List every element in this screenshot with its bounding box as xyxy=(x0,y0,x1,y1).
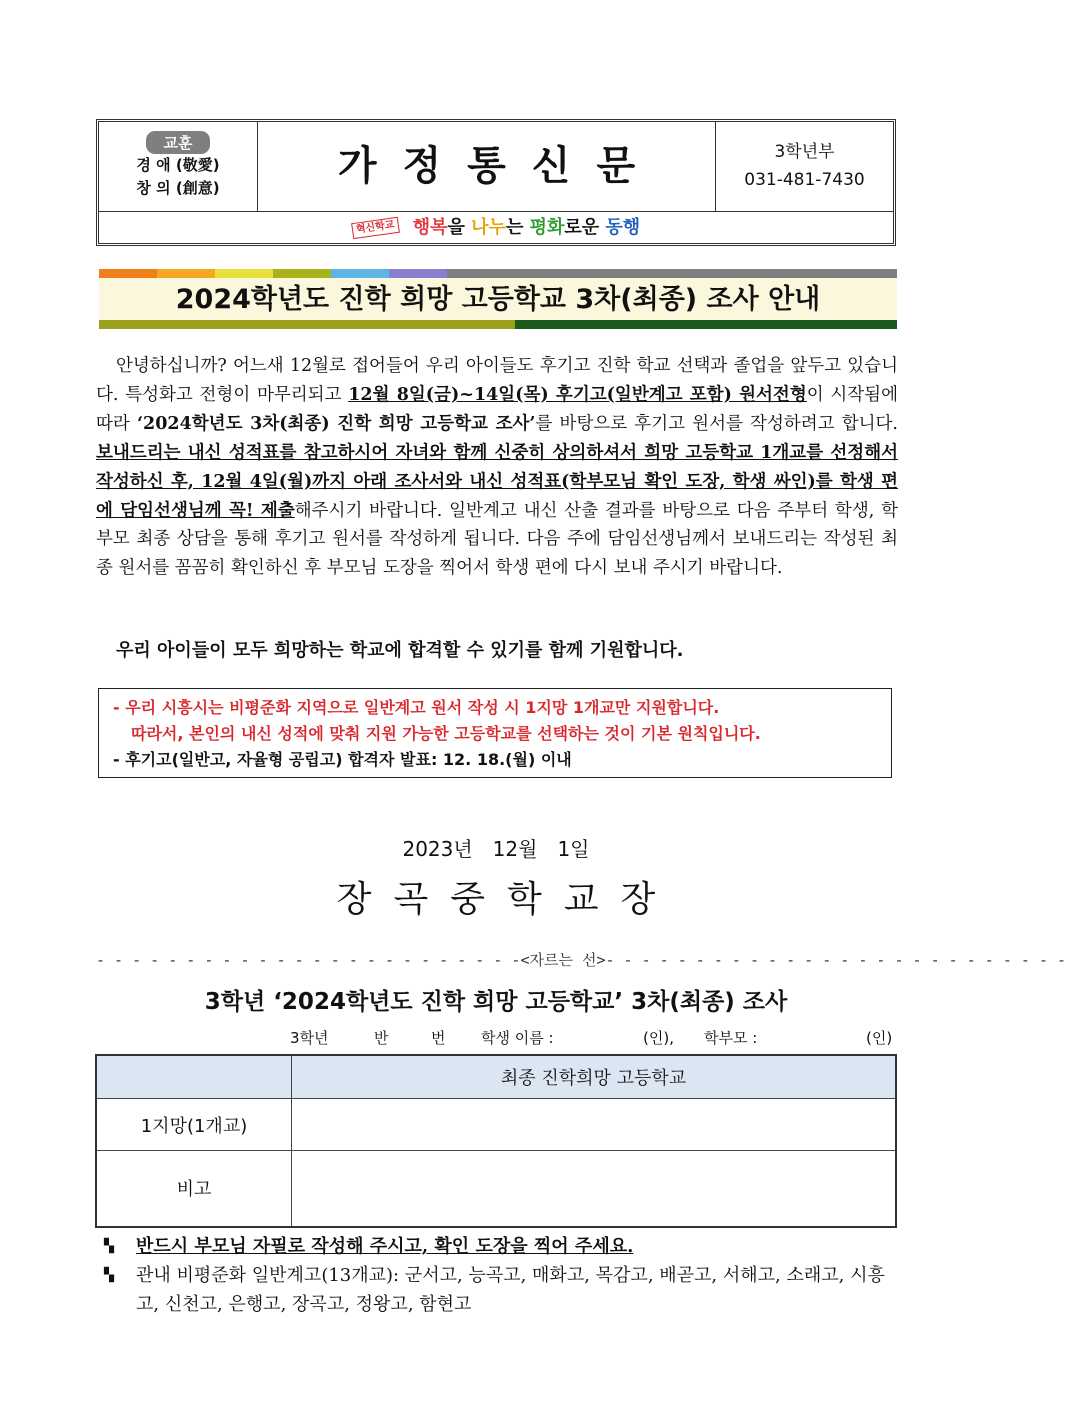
table-row xyxy=(96,1099,896,1151)
school-slogan xyxy=(99,211,893,243)
body-text-3: 이 시작됨에 따라 xyxy=(96,384,898,434)
band-segment xyxy=(447,269,897,278)
phone-number: 031-481-7430 xyxy=(744,170,865,190)
motto-line-1: 경 애 (敬愛) xyxy=(136,156,220,174)
table-header-blank xyxy=(96,1055,292,1099)
remarks-label: 비고 xyxy=(96,1151,292,1227)
first-choice-label: 1지망(1개교) xyxy=(96,1099,292,1151)
issue-date: 2023년 12월 1일 xyxy=(402,837,590,861)
slogan-word-peace: 평화 xyxy=(529,217,565,238)
slogan-word-companion: 동행 xyxy=(605,217,641,238)
body-text-5: 를 바탕으로 후기고 원서를 작성하려고 합니다. xyxy=(535,413,898,434)
slogan-word-share: 나누 xyxy=(471,217,506,238)
newsletter-title: 가정통신문 xyxy=(337,143,662,189)
innovation-school-stamp: 혁신학교 xyxy=(351,217,399,239)
band-segment xyxy=(273,269,331,278)
motto-line-2: 창 의 (創意) xyxy=(136,179,220,197)
table-header-row xyxy=(96,1055,896,1099)
slogan-particle-3: 로운 xyxy=(564,217,606,238)
band-segment xyxy=(99,269,157,278)
note-item xyxy=(104,1261,904,1319)
band-segment xyxy=(157,269,215,278)
survey-title: 3학년 ‘2024학년도 진학 희망 고등학교’ 3차(최종) 조사 xyxy=(204,989,788,1015)
department: 3학년부 xyxy=(774,142,835,162)
notice-line-3: - 후기고(일반고, 자율형 공립고) 합격자 발표: 12. 18.(월) 이내 xyxy=(113,750,572,769)
note-text-2: 관내 비평준화 일반계고(13개교): 군서고, 능곡고, 매화고, 목감고, 배곧고, 서해고, 소래고, 시흥고, 신천고, 은행고, 장곡고, 정왕고, 함현고 xyxy=(136,1265,885,1315)
band-segment xyxy=(389,269,447,278)
body-text-survey-name: ‘2024학년도 3차(최종) 진학 희망 고등학교 조사’ xyxy=(136,413,536,434)
band-segment xyxy=(331,269,389,278)
band-segment xyxy=(215,269,273,278)
newsletter-header xyxy=(96,119,896,246)
note-text-1: 반드시 부모님 자필로 작성해 주시고, 확인 도장을 찍어 주세요. xyxy=(136,1236,634,1257)
notice-box xyxy=(98,688,892,778)
number-label: 번 xyxy=(431,1029,446,1047)
parent-seal-label: (인) xyxy=(866,1029,893,1047)
student-seal-label: (인), xyxy=(643,1029,674,1047)
band-segment xyxy=(99,320,515,329)
note-item xyxy=(104,1232,904,1261)
motto-badge: 교훈 xyxy=(146,131,211,154)
class-label: 반 xyxy=(374,1029,389,1047)
slogan-particle-1: 을 xyxy=(447,217,472,238)
remarks-field[interactable] xyxy=(292,1151,897,1227)
body-paragraph xyxy=(96,352,898,583)
color-band-bottom xyxy=(99,320,897,329)
cut-line: - - - - - - - - - - - - - - - - - - - - - - - -<자르는 선>- - - - - - - - - - - - - - - - - - - - - - - - - - xyxy=(96,951,1066,969)
principal-signature: 장곡중학교장 xyxy=(336,879,678,920)
survey-table xyxy=(95,1054,897,1228)
bullet-icon: ▚ xyxy=(104,1268,114,1283)
student-name-label: 학생 이름 : xyxy=(481,1029,554,1047)
body-text-1: 안녕하십니까? 어느새 12월로 접어들어 우리 아이들도 후기고 진학 학교 선택과 졸업을 앞두고 있습니다. 특성화고 전형이 마무리되고 xyxy=(96,356,898,405)
slogan-word-happiness: 행복 xyxy=(412,217,448,238)
notice-title: 2024학년도 진학 희망 고등학교 3차(최종) 조사 안내 xyxy=(99,278,897,320)
band-segment xyxy=(515,320,897,329)
grade-label: 3학년 xyxy=(290,1029,329,1047)
notice-line-2: 따라서, 본인의 내신 성적에 맞춰 지원 가능한 고등학교를 선택하는 것이 기본 원칙입니다. xyxy=(131,724,761,743)
body-text-application-period: 12월 8일(금)~14일(목) 후기고(일반계고 포함) 원서전형 xyxy=(348,384,807,405)
contact-info xyxy=(715,122,893,211)
color-band-top xyxy=(99,269,897,278)
school-motto xyxy=(99,122,258,211)
closing-wish: 우리 아이들이 모두 희망하는 학교에 합격할 수 있기를 함께 기원합니다. xyxy=(116,640,684,661)
table-row xyxy=(96,1151,896,1227)
first-choice-field[interactable] xyxy=(292,1099,897,1151)
parent-label: 학부모 : xyxy=(704,1029,758,1047)
body-text-7: 해주시기 바랍니다. 일반계고 내신 산출 결과를 바탕으로 다음 주부터 학생, 학부모 최종 상담을 통해 후기고 원서를 작성하게 됩니다. 다음 주에 담임선생님께서 보내드리는 작성된 최종 원서를 꼼꼼히 확인하신 후 부모님 도장을 찍어서 학생 편에 다시 보내 주시기 바랍니다. xyxy=(96,500,898,579)
notice-line-1: - 우리 시흥시는 비평준화 지역으로 일반계고 원서 작성 시 1지망 1개교만 지원합니다. xyxy=(113,698,720,717)
slogan-particle-2: 는 xyxy=(505,217,530,238)
body-text-instructions: 보내드리는 내신 성적표를 참고하시어 자녀와 함께 신중히 상의하셔서 희망 고등학교 1개교를 선정해서 작성하신 후, 12월 4일(월)까지 아래 조사서와 내신 성적표(학부모님 확인 도장, 학생 싸인)를 학생 편에 담임선생님께 꼭! 제출 xyxy=(96,442,898,521)
survey-notes xyxy=(104,1232,904,1319)
table-header-school: 최종 진학희망 고등학교 xyxy=(292,1055,897,1099)
bullet-icon: ▚ xyxy=(104,1239,114,1254)
